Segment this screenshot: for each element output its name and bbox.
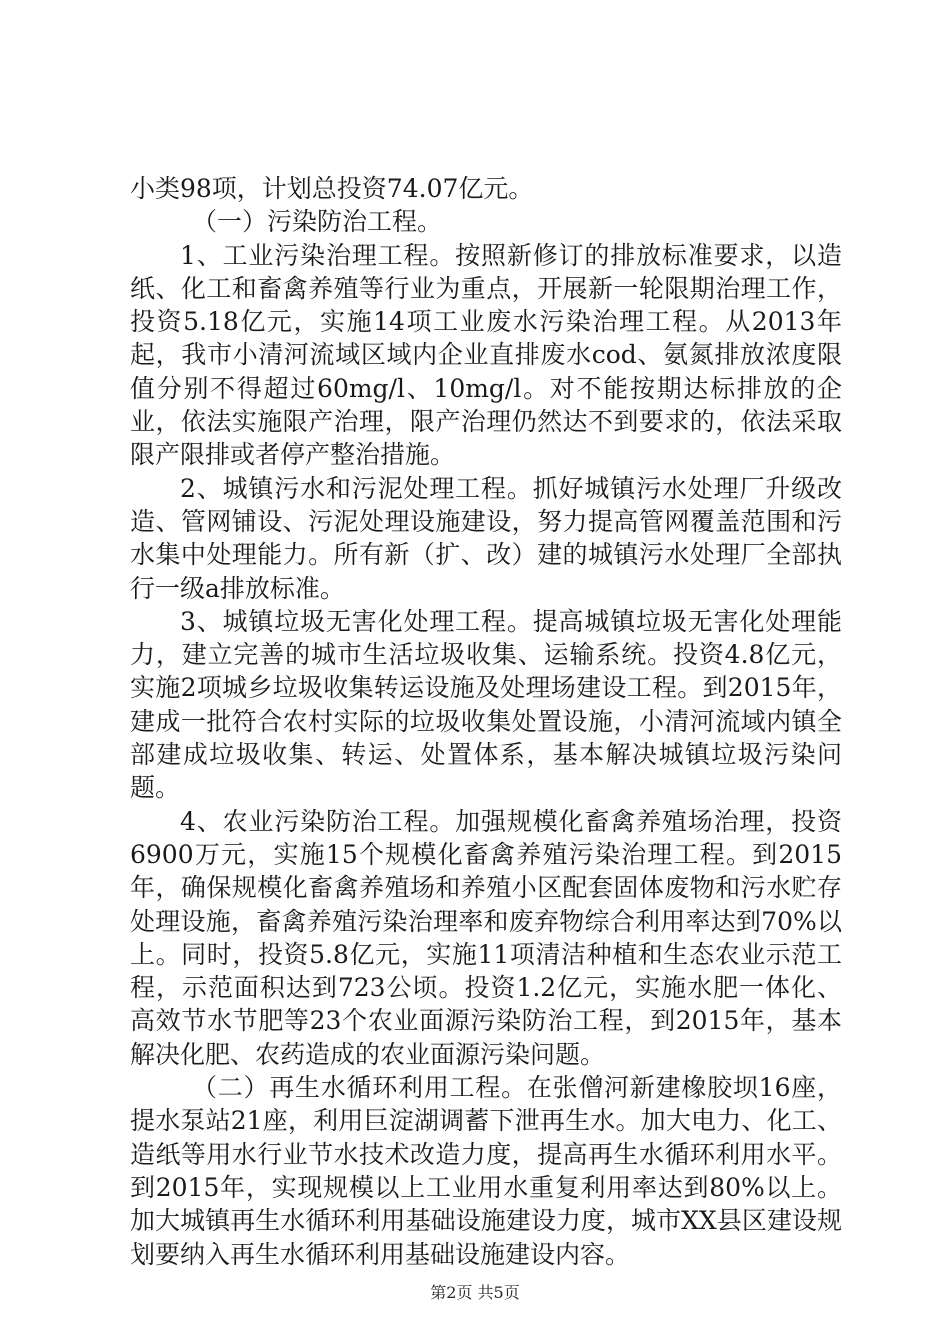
paragraph-garbage-treatment: 3、城镇垃圾无害化处理工程。提高城镇垃圾无害化处理能力，建立完善的城市生活垃圾收集、运输系统。投资4.8亿元，实施2项城乡垃圾收集转运设施及处理场建设工程。到2015年，建成一批符合农村实际的垃圾收集处置设施，小清河流域内镇全部建成垃圾收集、转运、处置体系，基本解决城镇垃圾污染问题。 <box>130 606 842 803</box>
document-body <box>130 172 842 1271</box>
section-heading-pollution-control: （一）污染防治工程。 <box>192 207 443 237</box>
paragraph-reclaimed-water: （二）再生水循环利用工程。在张僧河新建橡胶坝16座，提水泵站21座，利用巨淀湖调蓄下泄再生水。加大电力、化工、造纸等用水行业节水技术改造力度，提高再生水循环利用水平。到2015年，实现规模以上工业用水重复利用率达到80%以上。加大城镇再生水循环利用基础设施建设力度，城市XX县区建设规划要纳入再生水循环利用基础设施建设内容。 <box>130 1073 842 1269</box>
page-footer: 第2页 共5页 <box>430 1283 520 1302</box>
paragraph-urban-sewage: 2、城镇污水和污泥处理工程。抓好城镇污水处理厂升级改造、管网铺设、污泥处理设施建设，努力提高管网覆盖范围和污水集中处理能力。所有新（扩、改）建的城镇污水处理厂全部执行一级a排放标准。 <box>130 473 842 603</box>
paragraph-industrial-pollution: 1、工业污染治理工程。按照新修订的排放标准要求，以造纸、化工和畜禽养殖等行业为重点，开展新一轮限期治理工作，投资5.18亿元，实施14项工业废水污染治理工程。从2013年起，我市小清河流域区域内企业直排废水cod、氨氮排放浓度限值分别不得超过60mg/l、10mg/l。对不能按期达标排放的企业，依法实施限产治理，限产治理仍然达不到要求的，依法采取限产限排或者停产整治措施。 <box>130 240 842 470</box>
paragraph-continuation: 小类98项，计划总投资74.07亿元。 <box>130 174 534 203</box>
paragraph-agricultural-pollution: 4、农业污染防治工程。加强规模化畜禽养殖场治理，投资6900万元，实施15个规模化畜禽养殖污染治理工程。到2015年，确保规模化畜禽养殖场和养殖小区配套固体废物和污水贮存处理设施，畜禽养殖污染治理率和废弃物综合利用率达到70%以上。同时，投资5.8亿元，实施11项清洁种植和生态农业示范工程，示范面积达到723公顷。投资1.2亿元，实施水肥一体化、高效节水节肥等23个农业面源污染防治工程，到2015年，基本解决化肥、农药造成的农业面源污染问题。 <box>130 806 842 1069</box>
